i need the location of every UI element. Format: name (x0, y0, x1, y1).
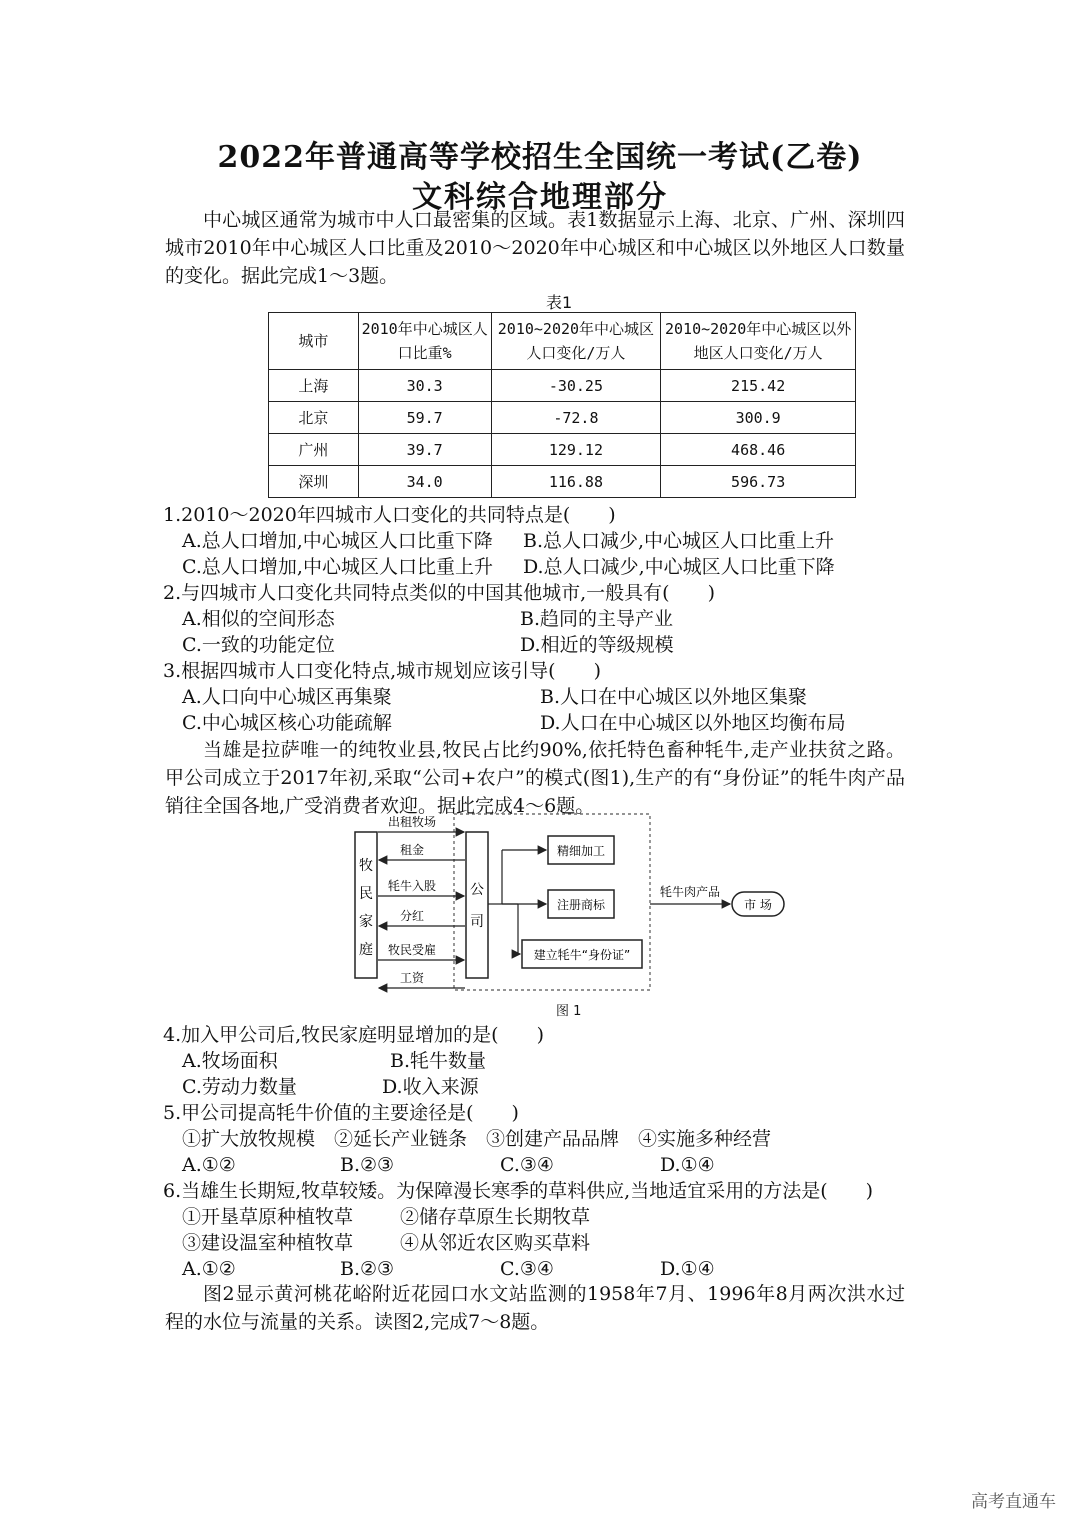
question-2-option-d: D.相近的等级规模 (520, 634, 674, 656)
table-cell: -30.25 (491, 370, 661, 402)
table-cell: 北京 (269, 402, 359, 434)
process-label: 建立牦牛“身份证” (533, 948, 631, 962)
question-3-option-b: B.人口在中心城区以外地区集聚 (540, 686, 808, 708)
population-table (268, 312, 856, 498)
company-label: 司 (470, 914, 484, 930)
question-5-option-a: A.①② (182, 1154, 236, 1176)
question-1-option-a: A.总人口增加,中心城区人口比重下降 (182, 530, 493, 552)
intro-paragraph-3: 图2显示黄河桃花峪附近花园口水文站监测的1958年7月、1996年8月两次洪水过程的水位与流量的关系。读图2,完成7～8题。 (165, 1283, 905, 1333)
question-3-option-c: C.中心城区核心功能疏解 (182, 712, 392, 734)
company-box (466, 832, 488, 978)
question-5-option-d: D.①④ (660, 1154, 715, 1176)
question-2-stem: 2.与四城市人口变化共同特点类似的中国其他城市,一般具有( ) (163, 582, 715, 604)
exam-title: 2022年普通高等学校招生全国统一考试(乙卷) (217, 140, 863, 175)
question-6-option-d: D.①④ (660, 1258, 715, 1280)
question-2-option-a: A.相似的空间形态 (182, 608, 335, 630)
table-header-row (269, 313, 856, 370)
table-cell: 深圳 (269, 466, 359, 498)
arrow-label: 出租牧场 (387, 815, 437, 829)
question-5-items: ①扩大放牧规模 ②延长产业链条 ③创建产品品牌 ④实施多种经营 (182, 1128, 772, 1150)
question-6-option-b: B.②③ (340, 1258, 395, 1280)
question-6-item-1: ①开垦草原种植牧草 (182, 1206, 354, 1228)
question-4-option-c: C.劳动力数量 (182, 1076, 297, 1098)
question-2-option-c: C.一致的功能定位 (182, 634, 335, 656)
arrow-label: 工资 (399, 971, 425, 985)
table-header-cell: 城市 (269, 313, 359, 370)
arrow-label: 牧民受雇 (387, 943, 437, 957)
table-cell: 34.0 (358, 466, 491, 498)
question-6-item-4: ④从邻近农区购买草料 (400, 1232, 591, 1254)
arrow-label: 牦牛入股 (387, 879, 437, 893)
market-label: 市 场 (744, 898, 772, 912)
question-1-option-b: B.总人口减少,中心城区人口比重上升 (523, 530, 835, 552)
herder-family-label: 家 (359, 914, 373, 930)
table-caption: 表1 (546, 293, 573, 312)
question-5-stem: 5.甲公司提高牦牛价值的主要途径是( ) (163, 1102, 519, 1124)
question-6-item-3: ③建设温室种植牧草 (182, 1232, 354, 1254)
question-1-option-c: C.总人口增加,中心城区人口比重上升 (182, 556, 493, 578)
question-4-stem: 4.加入甲公司后,牧民家庭明显增加的是( ) (163, 1024, 544, 1046)
table-cell: 上海 (269, 370, 359, 402)
question-2-option-b: B.趋同的主导产业 (520, 608, 674, 630)
table-cell: 215.42 (661, 370, 856, 402)
table-cell: 59.7 (358, 402, 491, 434)
figure-1-caption: 图 1 (556, 1004, 582, 1019)
table-row (269, 466, 856, 498)
question-6-stem: 6.当雄生长期短,牧草较矮。为保障漫长寒季的草料供应,当地适宜采用的方法是( ) (163, 1180, 874, 1202)
question-3-option-d: D.人口在中心城区以外地区均衡布局 (540, 712, 846, 734)
table-cell: 30.3 (358, 370, 491, 402)
exam-subtitle: 文科综合地理部分 (412, 180, 668, 215)
question-5-option-c: C.③④ (500, 1154, 554, 1176)
question-1-stem: 1.2010～2020年四城市人口变化的共同特点是( ) (163, 504, 616, 526)
table-cell: 116.88 (491, 466, 661, 498)
question-4-option-d: D.收入来源 (382, 1076, 479, 1098)
company-label: 公 (470, 882, 484, 898)
table-cell: 广州 (269, 434, 359, 466)
table-cell: -72.8 (491, 402, 661, 434)
table-header-cell: 2010年中心城区人口比重% (358, 313, 491, 370)
process-label: 注册商标 (556, 898, 606, 912)
question-1-option-d: D.总人口减少,中心城区人口比重下降 (523, 556, 835, 578)
herder-family-label: 民 (359, 886, 373, 902)
question-4-option-b: B.牦牛数量 (390, 1050, 487, 1072)
question-6-item-2: ②储存草原生长期牧草 (400, 1206, 591, 1228)
intro-paragraph-2: 当雄是拉萨唯一的纯牧业县,牧民占比约90%,依托特色畜种牦牛,走产业扶贫之路。甲公司成立于2017年初,采取“公司+农户”的模式(图1),生产的有“身份证”的牦牛肉产品销往全国各地,广受消费者欢迎。据此完成4～6题。 (165, 739, 905, 817)
question-4-option-a: A.牧场面积 (182, 1050, 278, 1072)
table-cell: 39.7 (358, 434, 491, 466)
arrow-label: 分红 (399, 909, 425, 923)
table-row (269, 434, 856, 466)
question-6-option-a: A.①② (182, 1258, 236, 1280)
figure-1-diagram (340, 808, 800, 1024)
question-3-stem: 3.根据四城市人口变化特点,城市规划应该引导( ) (163, 660, 601, 682)
herder-family-label: 牧 (359, 858, 373, 874)
question-5-option-b: B.②③ (340, 1154, 395, 1176)
table-row (269, 370, 856, 402)
table-cell: 596.73 (661, 466, 856, 498)
table-cell: 129.12 (491, 434, 661, 466)
question-6-option-c: C.③④ (500, 1258, 554, 1280)
table-header-cell: 2010~2020年中心城区以外地区人口变化/万人 (661, 313, 856, 370)
intro-paragraph-1: 中心城区通常为城市中人口最密集的区域。表1数据显示上海、北京、广州、深圳四城市2010年中心城区人口比重及2010～2020年中心城区和中心城区以外地区人口数量的变化。据此完成1～3题。 (165, 209, 905, 287)
product-label: 牦牛肉产品 (659, 885, 721, 899)
arrow-label: 租金 (399, 843, 425, 857)
table-header-cell: 2010~2020年中心城区人口变化/万人 (491, 313, 661, 370)
table-cell: 300.9 (661, 402, 856, 434)
question-3-option-a: A.人口向中心城区再集聚 (182, 686, 392, 708)
table-cell: 468.46 (661, 434, 856, 466)
herder-family-label: 庭 (359, 942, 373, 958)
table-row (269, 402, 856, 434)
watermark: 高考直通车 (971, 1492, 1056, 1512)
process-label: 精细加工 (556, 844, 606, 858)
